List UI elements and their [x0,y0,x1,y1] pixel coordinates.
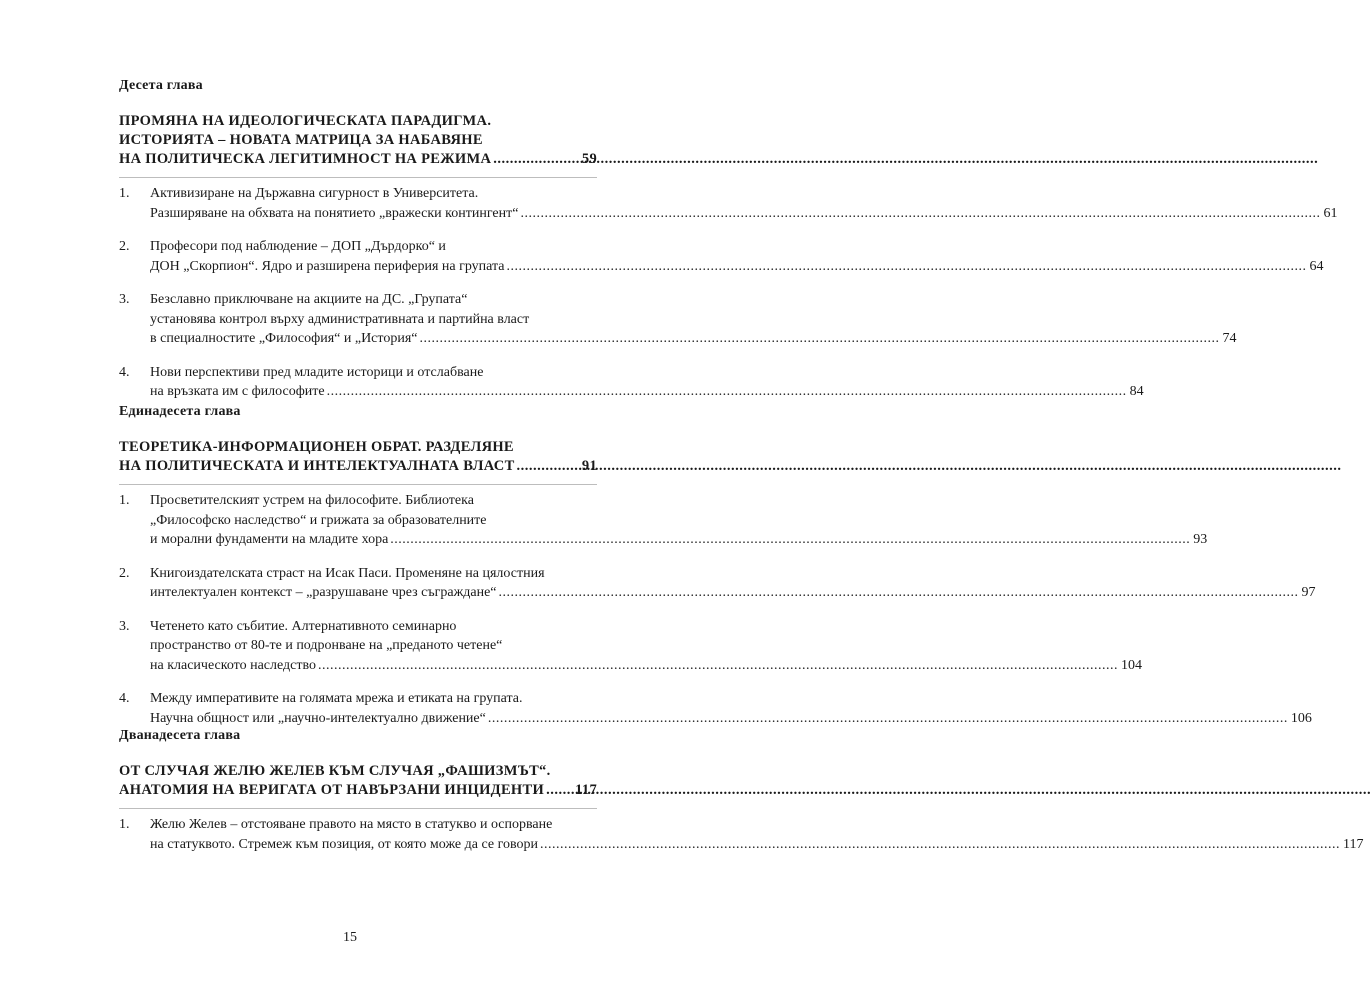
entry-number: 1. [119,493,130,508]
entry-line: пространство от 80-те и подронване на „преданото четене“ [150,638,503,653]
dot-leader [488,709,1288,729]
dot-leader [318,656,1118,676]
entry-number: 3. [119,292,130,307]
dot-leader [520,204,1320,224]
page-ref: 117 [575,782,597,798]
dot-leader [499,583,1299,603]
entry-line: ДОН „Скорпион“. Ядро и разширена периферия на групата [150,258,505,274]
dot-leader [546,781,572,800]
entry-line: Желю Желев – отстояване правото на място в статукво и оспорване [150,817,553,832]
heading-line: ТЕОРЕТИКА-ИНФОРМАЦИОНЕН ОБРАТ. РАЗДЕЛЯНЕ [119,439,514,455]
dot-leader [390,530,1190,550]
page-number: 15 [343,930,357,945]
toc-entry [119,237,1324,276]
toc-entry [119,815,1364,854]
page-ref: 104 [1120,657,1142,673]
toc-entry [119,617,1142,676]
heading-line: НА ПОЛИТИЧЕСКА ЛЕГИТИМНОСТ НА РЕЖИМА [119,151,492,167]
dot-leader [493,150,579,169]
entry-line: установява контрол върху административната и партийна власт [150,311,530,327]
entry-line: Професори под наблюдение – ДОП „Дърдорко“ и [150,239,446,254]
entry-list [119,184,1338,402]
chapter-label: Единадесета глава [119,404,241,419]
toc-entry [119,689,1312,728]
entry-line: Между императивите на голямата мрежа и етиката на групата. [150,691,523,706]
chapter-heading [119,762,597,800]
entry-line: на статуквото. Стремеж към позиция, от която може да се говори [150,836,538,852]
page-ref: 61 [1323,205,1338,221]
entry-line: на връзката им с философите [150,384,325,399]
chapter-heading [119,438,597,476]
dot-leader [419,329,1219,349]
entry-line: и морални фундаменти на младите хора [150,532,389,547]
heading-last-line [119,150,597,169]
entry-list [119,491,1316,728]
entry-number: 2. [119,239,130,254]
heading-last-line [119,781,597,800]
page-ref: 59 [581,151,597,167]
entry-line: Книгоиздателската страст на Исак Паси. Променяне на цялостния [150,565,545,581]
page-ref: 93 [1193,532,1208,547]
chapter-heading [119,112,597,169]
page-ref: 106 [1290,710,1312,726]
page-ref: 84 [1129,384,1144,399]
page-ref: 64 [1309,258,1324,274]
chapter-12 [119,728,1364,868]
toc-entry [119,363,1144,402]
entry-number: 2. [119,565,130,581]
divider [119,808,597,809]
page-ref: 74 [1222,331,1237,346]
entry-list [119,815,1364,854]
entry-number: 3. [119,618,130,634]
entry-line: Четенето като събитие. Алтернативното семинарно [150,618,457,634]
entry-number: 1. [119,186,130,201]
entry-line: Активизиране на Държавна сигурност в Университета. [150,186,479,201]
toc-entry [119,290,1237,349]
entry-number: 1. [119,817,130,832]
entry-line: интелектуален контекст – „разрушаване чрез съграждане“ [150,585,497,600]
page-ref: 97 [1301,585,1316,600]
chapter-10 [119,78,1338,416]
entry-line: „Философско наследство“ и грижата за образователните [150,512,487,528]
chapter-11 [119,404,1316,742]
entry-line: в специалностите „Философия“ и „История“ [150,331,418,346]
heading-line: ИСТОРИЯТА – НОВАТА МАТРИЦА ЗА НАБАВЯНЕ [119,132,483,148]
toc-entry [119,564,1316,603]
dot-leader [517,457,579,476]
entry-line: Просветителският устрем на философите. Библиотека [150,493,474,508]
heading-line: АНАТОМИЯ НА ВЕРИГАТА ОТ НАВЪРЗАНИ ИНЦИДЕНТИ [119,782,545,798]
chapter-label: Десета глава [119,78,203,93]
dot-leader [507,257,1307,277]
entry-line: Разширяване на обхвата на понятието „вражески контингент“ [150,205,519,221]
heading-last-line [119,457,597,476]
heading-line: НА ПОЛИТИЧЕСКАТА И ИНТЕЛЕКТУАЛНАТА ВЛАСТ [119,458,515,474]
toc-entry [119,491,1208,550]
toc-entry [119,184,1338,223]
entry-line: Нови перспективи пред младите историци и отслабване [150,364,484,380]
dot-leader [540,835,1340,855]
entry-line: Научна общност или „научно-интелектуално движение“ [150,710,486,726]
dot-leader [327,382,1127,402]
entry-line: на класическото наследство [150,657,316,673]
entry-line: Безславно приключване на акциите на ДС. „Групата“ [150,292,468,307]
page-ref: 117 [1342,836,1364,852]
divider [119,177,597,178]
heading-line: ОТ СЛУЧАЯ ЖЕЛЮ ЖЕЛЕВ КЪМ СЛУЧАЯ „ФАШИЗМЪТ“. [119,763,551,779]
page-ref: 91 [581,458,597,474]
entry-number: 4. [119,691,130,706]
heading-line: ПРОМЯНА НА ИДЕОЛОГИЧЕСКАТА ПАРАДИГМА. [119,113,492,129]
divider [119,484,597,485]
entry-number: 4. [119,364,130,380]
chapter-label: Дванадесета глава [119,728,241,743]
